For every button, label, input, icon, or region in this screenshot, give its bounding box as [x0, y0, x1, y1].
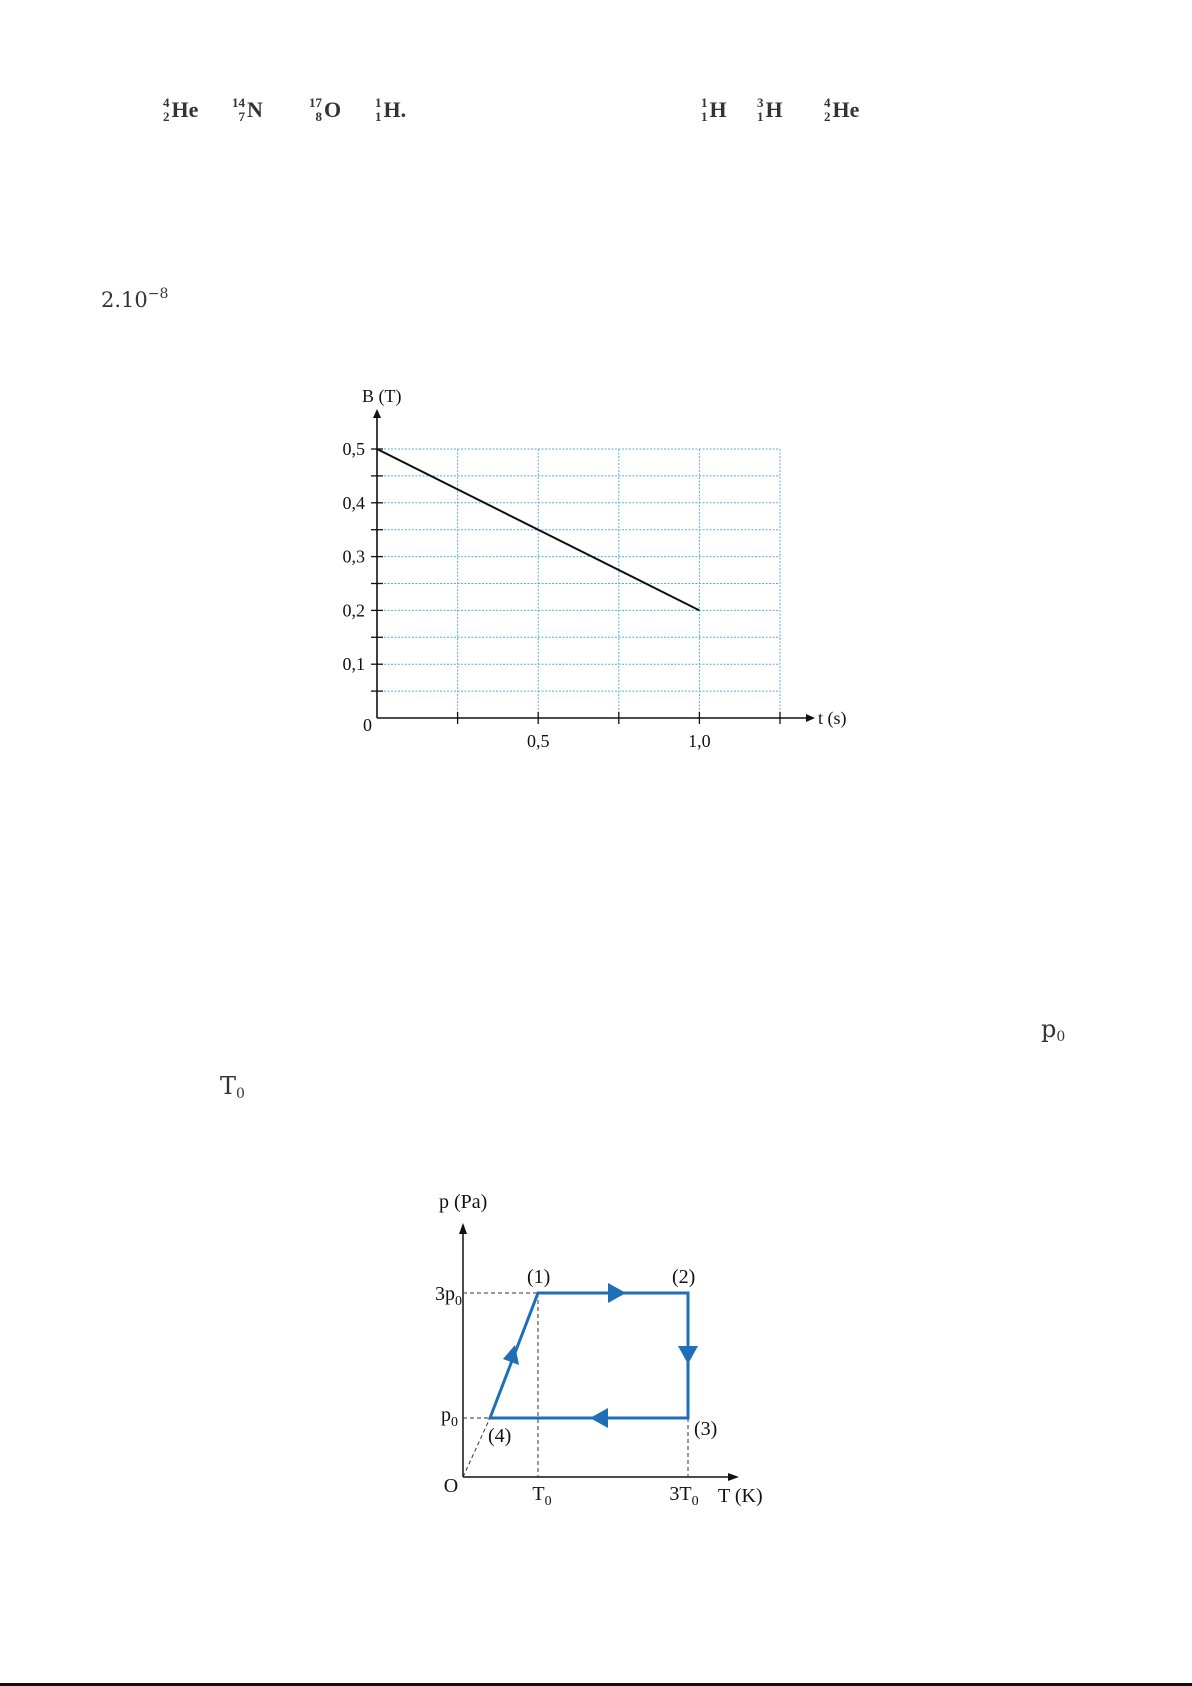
state-label: (1)	[527, 1266, 551, 1288]
x-axis-label: t (s)	[818, 708, 847, 728]
scientific-exponent: −8	[147, 286, 169, 302]
atomic-number: 2	[824, 109, 831, 124]
y-tick-label: 0,4	[342, 492, 365, 513]
y-tick-label-3p0: $3p_0$	[435, 1283, 462, 1309]
cycle-path	[490, 1293, 688, 1418]
y-tick-label: 0,1	[342, 654, 365, 675]
atomic-number: 1	[757, 109, 764, 124]
state-label: (4)	[488, 1425, 512, 1447]
element-symbol: H	[765, 97, 783, 122]
chart-grid	[377, 449, 780, 718]
chart-ticks	[343, 386, 847, 751]
mass-number: 4	[824, 95, 831, 110]
element-symbol: N	[247, 97, 263, 122]
atomic-number: 2	[163, 109, 170, 124]
chart-axes	[373, 409, 815, 722]
p-axis-label: p (Pa)	[439, 1191, 488, 1213]
element-symbol: He	[171, 97, 199, 122]
y-tick-label: 0,5	[342, 439, 365, 459]
mass-number: 4	[163, 95, 170, 110]
pressure-temperature-diagram	[0, 1150, 1192, 1530]
element-symbol: H	[709, 97, 727, 122]
x-tick-label: 1,0	[688, 731, 711, 751]
scientific-base: 2.10	[101, 288, 148, 312]
temperature-axis-arrow	[728, 1473, 739, 1481]
atomic-number: 1	[375, 109, 382, 124]
mass-number: 3	[757, 95, 764, 110]
state-label: (2)	[672, 1266, 696, 1288]
cycle-group	[435, 1191, 763, 1509]
mass-number: 14	[232, 95, 245, 110]
arrow-3-4	[590, 1408, 608, 1428]
guide-origin	[463, 1418, 490, 1477]
arrow-2-3	[678, 1346, 698, 1364]
origin-label: O	[443, 1475, 459, 1497]
element-symbol: H.	[383, 97, 407, 122]
temperature-axis-label: T (K)	[718, 1485, 763, 1507]
atomic-number: 8	[315, 109, 322, 124]
magnetic-field-chart	[0, 0, 1192, 800]
arrow-1-2	[608, 1283, 626, 1303]
t0-letter: T	[220, 1072, 237, 1100]
y-tick-label-p0: $p_0$	[441, 1404, 458, 1430]
p0-subscript: 0	[1056, 1029, 1066, 1045]
x-tick-label-T0: $T_0$	[532, 1483, 552, 1509]
y-axis-arrow	[373, 409, 381, 418]
atomic-number: 1	[701, 109, 708, 124]
x-tick-label: 0,5	[526, 731, 550, 751]
p0-symbol	[1041, 1015, 1065, 1045]
mass-number: 17	[309, 95, 322, 110]
t0-subscript: 0	[236, 1086, 245, 1102]
mass-number: 1	[701, 95, 708, 110]
state-label: (3)	[694, 1418, 718, 1440]
y-tick-label: 0,3	[342, 546, 365, 567]
y-axis-label: B (T)	[362, 386, 402, 406]
element-symbol: O	[324, 97, 342, 122]
mass-number: 1	[375, 95, 382, 110]
atomic-number: 7	[238, 109, 245, 124]
x-axis-arrow	[806, 714, 815, 722]
t0-symbol	[220, 1072, 245, 1102]
p0-letter: p	[1041, 1015, 1057, 1043]
origin-label: 0	[363, 715, 372, 735]
y-tick-label: 0,2	[342, 600, 365, 621]
element-symbol: He	[832, 97, 860, 122]
p-axis-arrow	[459, 1223, 467, 1234]
x-tick-label-3T0: $3T_0$	[669, 1483, 699, 1509]
